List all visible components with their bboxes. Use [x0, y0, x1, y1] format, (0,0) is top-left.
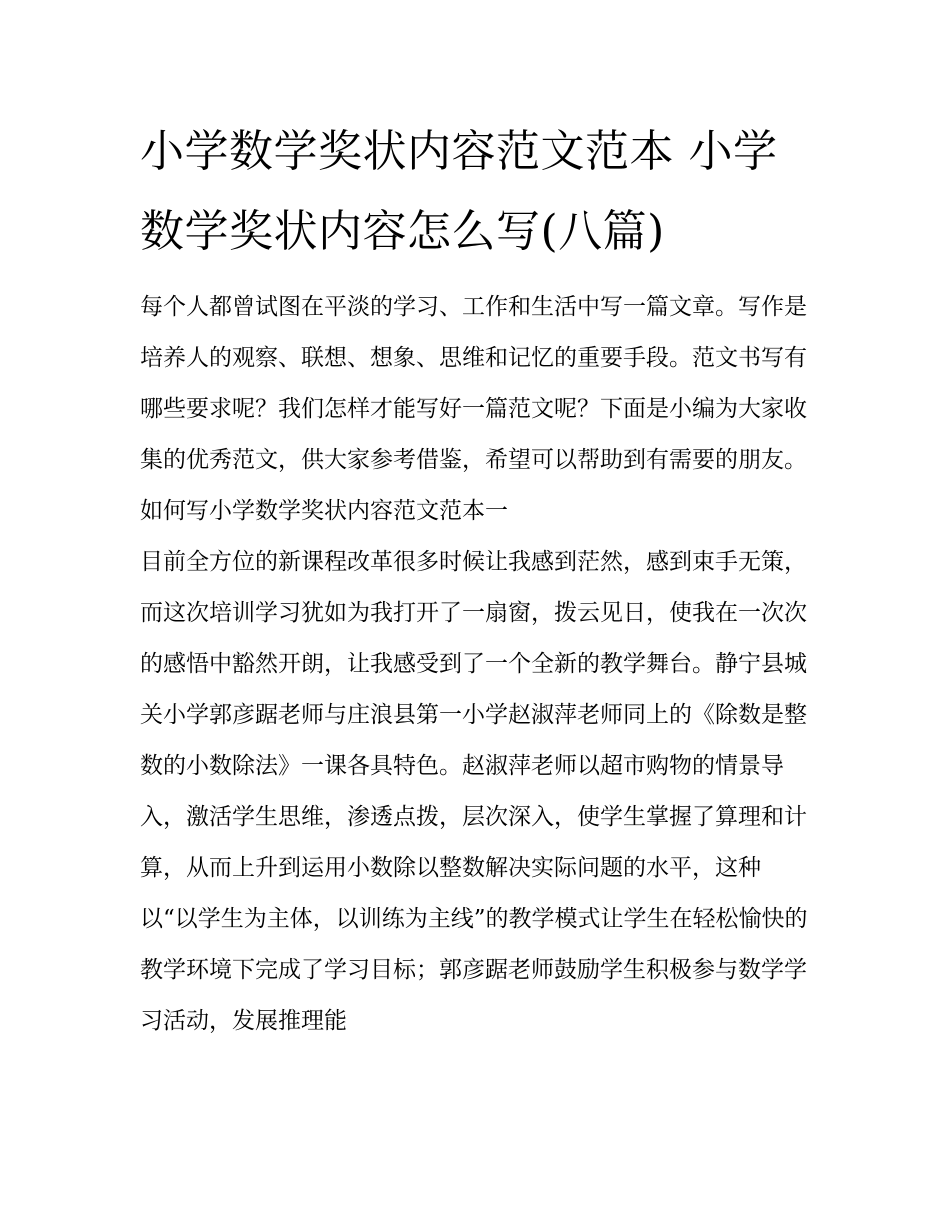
- document-content: [140, 112, 812, 1047]
- intro-paragraph: 每个人都曾试图在平淡的学习、工作和生活中写一篇文章。写作是培养人的观察、联想、想象、思维和记忆的重要手段。范文书写有哪些要求呢？我们怎样才能写好一篇范文呢？下面是小编为大家收集的优秀范文，供大家参考借鉴，希望可以帮助到有需要的朋友。: [140, 294, 807, 473]
- section-heading: 如何写小学数学奖状内容范文范本一: [140, 498, 508, 524]
- document-title: 小学数学奖状内容范文范本 小学数学奖状内容怎么写(八篇): [140, 126, 778, 257]
- section-body-paragraph: 目前全方位的新课程改革很多时候让我感到茫然，感到束手无策，而这次培训学习犹如为我打开了一扇窗，拨云见日，使我在一次次的感悟中豁然开朗，让我感受到了一个全新的教学舞台。静宁县城关小学郭彦踞老师与庄浪县第一小学赵淑萍老师同上的《除数是整数的小数除法》一课各具特色。赵淑萍老师以超市购物的情景导入，激活学生思维，渗透点拨，层次深入，使学生掌握了算理和计算，从而上升到运用小数除以整数解决实际问题的水平，这种以“以学生为主体，以训练为主线”的教学模式让学生在轻松愉快的教学环境下完成了学习目标；郭彦踞老师鼓励学生积极参与数学学习活动，发展推理能: [140, 549, 808, 1034]
